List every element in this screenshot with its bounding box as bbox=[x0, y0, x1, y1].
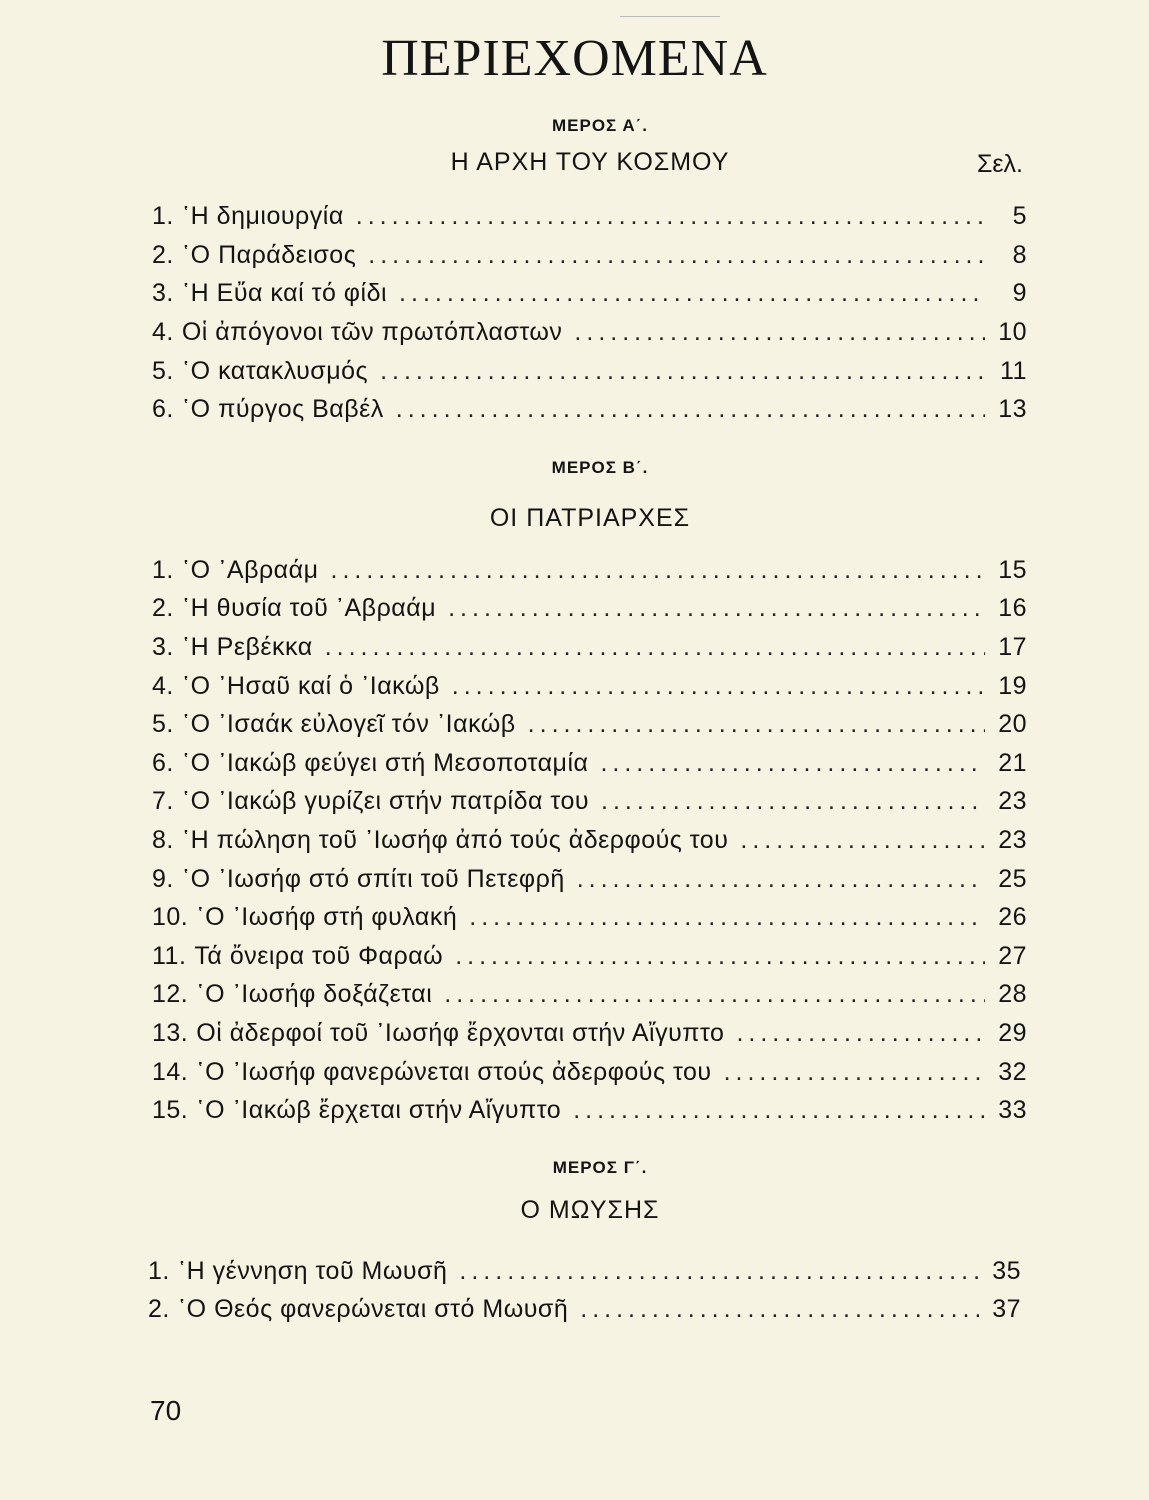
leader-dots bbox=[380, 354, 985, 388]
toc-entry bbox=[152, 784, 1027, 818]
entry-page: 26 bbox=[998, 903, 1027, 931]
entry-title: ῾Ο κατακλυσμός bbox=[181, 357, 369, 385]
toc-entry bbox=[152, 862, 1027, 896]
part-a-label: ΜΕΡΟΣ Α΄. bbox=[551, 116, 649, 135]
entry-page: 35 bbox=[992, 1257, 1021, 1285]
part-c-label: ΜΕΡΟΣ Γ΄. bbox=[552, 1158, 648, 1177]
entry-page: 21 bbox=[998, 749, 1027, 777]
entry-title: ῾Ο ᾿Ιακώβ γυρίζει στήν πατρίδα του bbox=[181, 787, 590, 815]
entry-page: 10 bbox=[998, 318, 1027, 346]
entry-number: 11. bbox=[152, 942, 187, 970]
entry-title: ῾Ο πύργος Βαβέλ bbox=[181, 395, 384, 423]
entry-number: 1. bbox=[152, 556, 174, 584]
leader-dots bbox=[600, 746, 985, 780]
entry-number: 6. bbox=[152, 395, 174, 423]
entry-page: 23 bbox=[998, 826, 1027, 854]
leader-dots bbox=[573, 1093, 985, 1127]
leader-dots bbox=[325, 630, 985, 664]
entry-number: 8. bbox=[152, 826, 174, 854]
toc-entry bbox=[152, 900, 1027, 934]
leader-dots bbox=[368, 238, 985, 272]
entry-number: 14. bbox=[152, 1058, 189, 1086]
entry-title: ῾Η δημιουργία bbox=[181, 202, 344, 230]
entry-title: Οἱ ἀδερφοί τοῦ ᾿Ιωσήφ ἔρχονται στήν Αἴγυπτο bbox=[196, 1019, 725, 1047]
entry-title: ῾Ο ᾿Ισαάκ εὐλογεῖ τόν ᾿Ιακώβ bbox=[181, 710, 516, 738]
toc-entry bbox=[148, 1292, 1021, 1326]
part-a-title: Η ΑΡΧΗ ΤΟΥ ΚΟΣΜΟΥ bbox=[450, 148, 730, 176]
entry-page: 5 bbox=[1012, 202, 1027, 230]
entry-number: 15. bbox=[152, 1096, 189, 1124]
entry-page: 23 bbox=[998, 787, 1027, 815]
entry-number: 13. bbox=[152, 1019, 189, 1047]
entry-title: Τά ὄνειρα τοῦ Φαραώ bbox=[194, 942, 444, 970]
leader-dots bbox=[455, 939, 985, 973]
entry-number: 2. bbox=[152, 594, 174, 622]
entry-title: ῾Η γέννηση τοῦ Μωυσῆ bbox=[177, 1257, 448, 1285]
entry-number: 1. bbox=[152, 202, 174, 230]
entry-title: ῾Ο ᾿Ιακώβ φεύγει στή Μεσοποταμία bbox=[181, 749, 589, 777]
entry-title: ῾Ο Παράδεισος bbox=[181, 241, 357, 269]
entry-title: ῾Ο ᾿Ιωσήφ δοξάζεται bbox=[196, 980, 433, 1008]
top-rule bbox=[620, 16, 720, 17]
entry-number: 5. bbox=[152, 357, 174, 385]
entry-page: 28 bbox=[998, 980, 1027, 1008]
entry-number: 2. bbox=[148, 1295, 170, 1323]
leader-dots bbox=[469, 900, 985, 934]
entry-number: 7. bbox=[152, 787, 174, 815]
entry-page: 8 bbox=[1012, 241, 1027, 269]
entry-page: 32 bbox=[998, 1058, 1027, 1086]
leader-dots bbox=[736, 1016, 985, 1050]
leader-dots bbox=[580, 1292, 979, 1326]
page-title: ΠΕΡΙΕΧΟΜΕΝΑ bbox=[381, 30, 768, 87]
entry-number: 2. bbox=[152, 241, 174, 269]
page-number: 70 bbox=[150, 1395, 182, 1426]
toc-entry bbox=[152, 238, 1027, 272]
toc-entry bbox=[152, 276, 1027, 310]
entry-title: Οἱ ἀπόγονοι τῶν πρωτόπλαστων bbox=[181, 318, 563, 346]
entry-page: 13 bbox=[998, 395, 1027, 423]
leader-dots bbox=[331, 553, 986, 587]
entry-title: ῾Ο ᾿Ιωσήφ στό σπίτι τοῦ Πετεφρῆ bbox=[181, 865, 565, 893]
part-b-title: ΟΙ ΠΑΤΡΙΑΡΧΕΣ bbox=[489, 504, 691, 532]
entry-page: 19 bbox=[998, 672, 1027, 700]
leader-dots bbox=[356, 199, 985, 233]
entry-title: ῾Ο ᾿Ησαῦ καί ὁ ᾿Ιακώβ bbox=[181, 672, 440, 700]
toc-entry bbox=[152, 746, 1027, 780]
entry-page: 20 bbox=[998, 710, 1027, 738]
leader-dots bbox=[574, 315, 985, 349]
toc-entry bbox=[152, 823, 1027, 857]
leader-dots bbox=[444, 977, 985, 1011]
leader-dots bbox=[601, 784, 985, 818]
entry-title: ῾Ο ᾿Αβραάμ bbox=[181, 556, 319, 584]
leader-dots bbox=[396, 392, 985, 426]
toc-entry bbox=[152, 977, 1027, 1011]
entry-number: 4. bbox=[152, 318, 174, 346]
leader-dots bbox=[459, 1254, 979, 1288]
entry-number: 5. bbox=[152, 710, 174, 738]
toc-entry bbox=[152, 591, 1027, 625]
entry-title: ῾Η θυσία τοῦ ᾿Αβραάμ bbox=[181, 594, 437, 622]
entry-title: ῾Η πώληση τοῦ ᾿Ιωσήφ ἀπό τούς ἀδερφούς του bbox=[181, 826, 729, 854]
leader-dots bbox=[740, 823, 985, 857]
toc-entry bbox=[148, 1254, 1021, 1288]
toc-entry bbox=[152, 669, 1027, 703]
entry-page: 25 bbox=[998, 865, 1027, 893]
entry-page: 33 bbox=[998, 1096, 1027, 1124]
toc-entry bbox=[152, 392, 1027, 426]
toc-entry bbox=[152, 1016, 1027, 1050]
entry-number: 9. bbox=[152, 865, 174, 893]
entry-title: ῾Η Εὔα καί τό φίδι bbox=[181, 279, 388, 307]
entry-title: ῾Ο Θεός φανερώνεται στό Μωυσῆ bbox=[177, 1295, 569, 1323]
leader-dots bbox=[452, 669, 985, 703]
toc-entry bbox=[152, 1093, 1027, 1127]
toc-entry bbox=[152, 199, 1027, 233]
entry-page: 27 bbox=[998, 942, 1027, 970]
entry-page: 15 bbox=[998, 556, 1027, 584]
leader-dots bbox=[577, 862, 985, 896]
entry-title: ῾Ο ᾿Ιακώβ ἔρχεται στήν Αἴγυπτο bbox=[196, 1096, 562, 1124]
leader-dots bbox=[528, 707, 985, 741]
entry-number: 12. bbox=[152, 980, 189, 1008]
toc-entry bbox=[152, 630, 1027, 664]
entry-page: 37 bbox=[992, 1295, 1021, 1323]
toc-entry bbox=[152, 553, 1027, 587]
toc-entry bbox=[152, 707, 1027, 741]
entry-number: 6. bbox=[152, 749, 174, 777]
entry-page: 11 bbox=[1000, 357, 1027, 385]
entry-number: 3. bbox=[152, 633, 174, 661]
entry-page: 29 bbox=[998, 1019, 1027, 1047]
entry-title: ῾Ο ᾿Ιωσήφ φανερώνεται στούς ἀδερφούς του bbox=[196, 1058, 712, 1086]
entry-page: 17 bbox=[998, 633, 1027, 661]
part-b-label: ΜΕΡΟΣ Β΄. bbox=[551, 458, 649, 477]
toc-entry bbox=[152, 315, 1027, 349]
part-c-title: Ο ΜΩΥΣΗΣ bbox=[520, 1196, 660, 1224]
leader-dots bbox=[724, 1055, 985, 1089]
leader-dots bbox=[448, 591, 985, 625]
entry-number: 4. bbox=[152, 672, 174, 700]
toc-entry bbox=[152, 939, 1027, 973]
entry-title: ῾Ο ᾿Ιωσήφ στή φυλακή bbox=[196, 903, 458, 931]
toc-entry bbox=[152, 1055, 1027, 1089]
page-column-label: Σελ. bbox=[976, 150, 1023, 178]
leader-dots bbox=[399, 276, 985, 310]
entry-title: ῾Η Ρεβέκκα bbox=[181, 633, 313, 661]
toc-entry bbox=[152, 354, 1027, 388]
entry-page: 16 bbox=[998, 594, 1027, 622]
entry-number: 3. bbox=[152, 279, 174, 307]
entry-number: 1. bbox=[148, 1257, 170, 1285]
entry-number: 10. bbox=[152, 903, 189, 931]
entry-page: 9 bbox=[1012, 279, 1027, 307]
